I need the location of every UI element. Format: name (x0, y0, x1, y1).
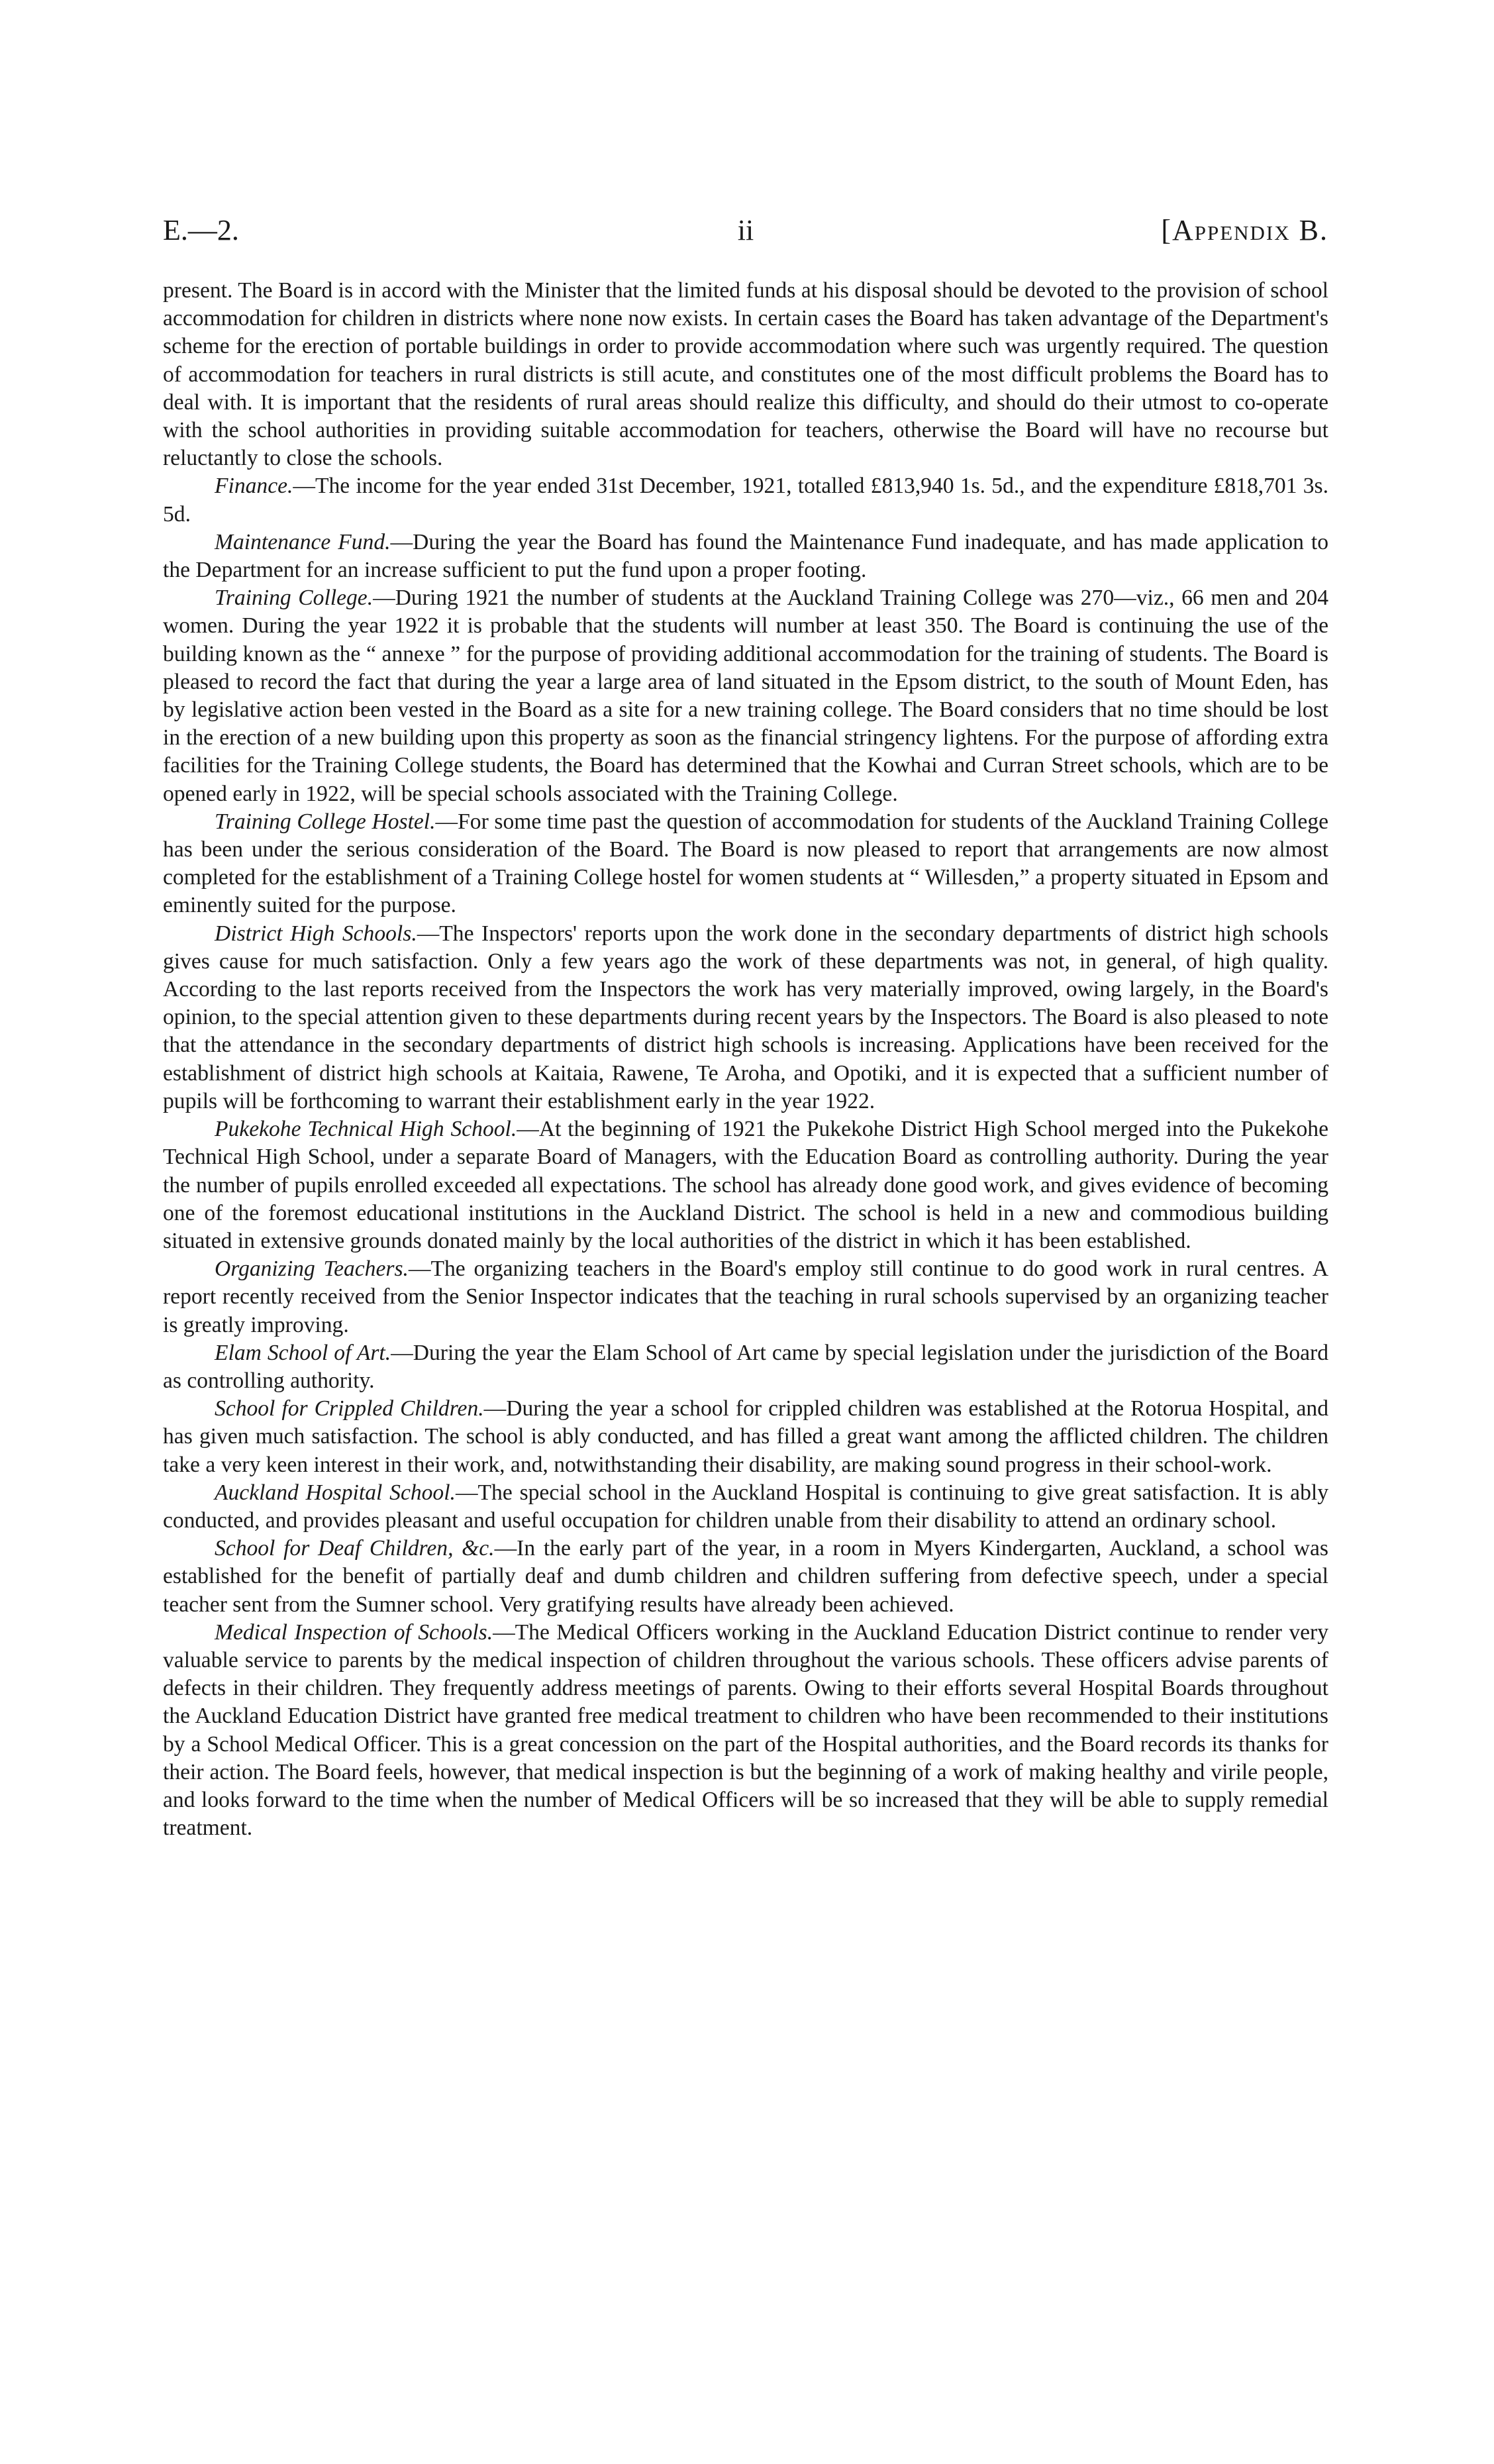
section-district-high-schools: District High Schools.—The Inspectors' reports upon the work done in the secondary departments of district high schools gives cause for much satisfaction. Only a few years ago the work of these departments was not, in general, of high quality. According to the last reports received from the Inspectors the work has very materially improved, owing largely, in the Board's opinion, to the special attention given to these departments during recent years by the Inspectors. The Board is also pleased to note that the attendance in the secondary departments of district high schools is increasing. Applications have been received for the establishment of district high schools at Kaitaia, Rawene, Te Aroha, and Opotiki, and it is expected that a sufficient number of pupils will be forthcoming to warrant their establishment early in the year 1922. (163, 921, 1328, 1113)
section-text: At the beginning of 1921 the Pukekohe District High School merged into the Pukekohe Technical High School, under a separate Board of Managers, with the Education Board as controlling authority. During the year the number of pupils enrolled exceeded all expectations. The school has already done good work, and gives evidence of becoming one of the foremost educational institutions in the Auckland District. The school is held in a new and commodious building situated in extensive grounds donated mainly by the local authorities of the district in which it has been established. (163, 1117, 1328, 1253)
section-heading: School for Deaf Children, &c. (215, 1536, 495, 1561)
section-organizing-teachers: Organizing Teachers.—The organizing teachers in the Board's employ still continue to do good work in rural centres. A report recently received from the Senior Inspector indicates that the teaching in rural schools supervised by an organizing teacher is greatly improving. (163, 1257, 1328, 1337)
section-heading: School for Crippled Children. (215, 1396, 484, 1421)
section-auckland-hospital-school: Auckland Hospital School.—The special school in the Auckland Hospital is continuing to give great satisfaction. It is ably conducted, and provides pleasant and useful occupation for children unable from their disability to attend an ordinary school. (163, 1480, 1328, 1533)
document-reference: E.—2. (163, 214, 239, 246)
section-finance: Finance.—The income for the year ended 31st December, 1921, totalled £813,940 1s. 5d., and the expenditure £818,701 3s. 5d. (163, 474, 1328, 527)
section-heading: Training College Hostel. (215, 809, 436, 834)
section-heading: Organizing Teachers. (215, 1257, 409, 1282)
document-body (163, 277, 1328, 1842)
section-text: The organizing teachers in the Board's employ still continue to do good work in rural centres. A report recently received from the Senior Inspector indicates that the teaching in rural schools supervised by an organizing teacher is greatly improving. (163, 1257, 1328, 1337)
section-school-for-crippled-children: School for Crippled Children.—During the year a school for crippled children was established at the Rotorua Hospital, and has given much satisfaction. The school is ably conducted, and has filled a great want among the afflicted children. The children take a very keen interest in their work, and, notwithstanding their disability, are making sound progress in their school-work. (163, 1396, 1328, 1477)
section-heading: Pukekohe Technical High School. (215, 1117, 517, 1142)
section-heading: Medical Inspection of Schools. (215, 1619, 493, 1645)
section-training-college: Training College.—During 1921 the number of students at the Auckland Training College was 270—viz., 66 men and 204 women. During the year 1922 it is probable that the students will number at least 350. The Board is continuing the use of the building known as the “ annexe ” for the purpose of providing additional accommodation for the training of students. The Board is pleased to record the fact that during the year a large area of land situated in the Epsom district, to the south of Mount Eden, has by legislative action been vested in the Board as a site for a new training college. The Board considers that no time should be lost in the erection of a new building upon this property as soon as the financial stringency lightens. For the purpose of affording extra facilities for the Training College students, the Board has determined that the Kowhai and Curran Street schools, which are to be opened early in 1922, will be special schools associated with the Training College. (163, 586, 1329, 806)
section-text: During the year a school for crippled children was established at the Rotorua Hospital, and has given much satisfaction. The school is ably conducted, and has filled a great want among the afflicted children. The children take a very keen interest in their work, and, notwithstanding their disability, are making sound progress in their school-work. (163, 1396, 1328, 1477)
section-school-for-deaf-children: School for Deaf Children, &c.—In the early part of the year, in a room in Myers Kindergarten, Auckland, a school was established for the benefit of partially deaf and dumb children and children suffering from defective speech, under a special teacher sent from the Sumner school. Very gratifying results have already been achieved. (163, 1536, 1328, 1617)
appendix-label: [Appendix B. (1161, 214, 1328, 246)
section-text: For some time past the question of accommodation for students of the Auckland Training College has been under the serious consideration of the Board. The Board is now pleased to report that arrangements are now almost completed for the establishment of a Training College hostel for women students at “ Willesden,” a property situated in Epsom and eminently suited for the purpose. (163, 809, 1329, 918)
section-text: During the year the Board has found the Maintenance Fund inadequate, and has made application to the Department for an increase sufficient to put the fund upon a proper footing. (163, 529, 1328, 583)
section-heading: Finance. (215, 474, 293, 499)
section-text: The Inspectors' reports upon the work done in the secondary departments of district high schools gives cause for much satisfaction. Only a few years ago the work of these departments was not, in general, of high quality. According to the last reports received from the Inspectors the work has very materially improved, owing largely, in the Board's opinion, to the special attention given to these departments during recent years by the Inspectors. The Board is also pleased to note that the attendance in the secondary departments of district high schools is increasing. Applications have been received for the establishment of district high schools at Kaitaia, Rawene, Te Aroha, and Opotiki, and it is expected that a sufficient number of pupils will be forthcoming to warrant their establishment early in the year 1922. (163, 921, 1328, 1113)
page-header (163, 211, 1328, 250)
section-text: During the year the Elam School of Art came by special legislation under the jurisdiction of the Board as controlling authority. (163, 1340, 1328, 1393)
section-heading: Maintenance Fund. (215, 529, 391, 554)
page-number: ii (737, 214, 754, 246)
section-heading: Auckland Hospital School. (215, 1480, 456, 1505)
section-text: The income for the year ended 31st December, 1921, totalled £813,940 1s. 5d., and the expenditure £818,701 3s. 5d. (163, 474, 1328, 527)
section-maintenance-fund: Maintenance Fund.—During the year the Board has found the Maintenance Fund inadequate, and has made application to the Department for an increase sufficient to put the fund upon a proper footing. (163, 529, 1328, 583)
section-elam-school-of-art: Elam School of Art.—During the year the Elam School of Art came by special legislation under the jurisdiction of the Board as controlling authority. (163, 1340, 1328, 1393)
section-text: During 1921 the number of students at the Auckland Training College was 270—viz., 66 men and 204 women. During the year 1922 it is probable that the students will number at least 350. The Board is continuing the use of the building known as the “ annexe ” for the purpose of providing additional accommodation for the training of students. The Board is pleased to record the fact that during the year a large area of land situated in the Epsom district, to the south of Mount Eden, has by legislative action been vested in the Board as a site for a new training college. The Board considers that no time should be lost in the erection of a new building upon this property as soon as the financial stringency lightens. For the purpose of affording extra facilities for the Training College students, the Board has determined that the Kowhai and Curran Street schools, which are to be opened early in 1922, will be special schools associated with the Training College. (163, 586, 1329, 806)
section-heading: Training College. (215, 586, 374, 611)
intro-paragraph: present. The Board is in accord with the Minister that the limited funds at his disposal should be devoted to the provision of school accommodation for children in districts where none now exists. In certain cases the Board has taken advantage of the Department's scheme for the erection of portable buildings in order to provide accommodation where such was urgently required. The question of accommodation for teachers in rural districts is still acute, and constitutes one of the most difficult problems the Board has to deal with. It is important that the residents of rural areas should realize this difficulty, and should do their utmost to co-operate with the school authorities in providing suitable accommodation for teachers, otherwise the Board will have no recourse but reluctantly to close the schools. (163, 278, 1328, 471)
section-pukekohe-technical-high-school: Pukekohe Technical High School.—At the beginning of 1921 the Pukekohe District High School merged into the Pukekohe Technical High School, under a separate Board of Managers, with the Education Board as controlling authority. During the year the number of pupils enrolled exceeded all expectations. The school has already done good work, and gives evidence of becoming one of the foremost educational institutions in the Auckland District. The school is held in a new and commodious building situated in extensive grounds donated mainly by the local authorities of the district in which it has been established. (163, 1117, 1328, 1253)
section-heading: District High Schools. (215, 921, 417, 946)
section-text: In the early part of the year, in a room in Myers Kindergarten, Auckland, a school was established for the benefit of partially deaf and dumb children and children suffering from defective speech, under a special teacher sent from the Sumner school. Very gratifying results have already been achieved. (163, 1536, 1328, 1617)
section-text: The Medical Officers working in the Auckland Education District continue to render very valuable service to parents by the medical inspection of children throughout the various schools. These officers advise parents of defects in their children. They frequently address meetings of parents. Owing to their efforts several Hospital Boards throughout the Auckland Education District have granted free medical treatment to children who have been recommended to their institutions by a School Medical Officer. This is a great concession on the part of the Hospital authorities, and the Board records its thanks for their action. The Board feels, however, that medical inspection is but the beginning of a work of making healthy and virile people, and looks forward to the time when the number of Medical Officers will be so increased that they will be able to supply remedial treatment. (163, 1619, 1328, 1841)
section-training-college-hostel: Training College Hostel.—For some time past the question of accommodation for students of the Auckland Training College has been under the serious consideration of the Board. The Board is now pleased to report that arrangements are now almost completed for the establishment of a Training College hostel for women students at “ Willesden,” a property situated in Epsom and eminently suited for the purpose. (163, 809, 1329, 918)
section-medical-inspection-of-schools: Medical Inspection of Schools.—The Medical Officers working in the Auckland Education District continue to render very valuable service to parents by the medical inspection of children throughout the various schools. These officers advise parents of defects in their children. They frequently address meetings of parents. Owing to their efforts several Hospital Boards throughout the Auckland Education District have granted free medical treatment to children who have been recommended to their institutions by a School Medical Officer. This is a great concession on the part of the Hospital authorities, and the Board records its thanks for their action. The Board feels, however, that medical inspection is but the beginning of a work of making healthy and virile people, and looks forward to the time when the number of Medical Officers will be so increased that they will be able to supply remedial treatment. (163, 1619, 1328, 1841)
section-text: The special school in the Auckland Hospital is continuing to give great satisfaction. It is ably conducted, and provides pleasant and useful occupation for children unable from their disability to attend an ordinary school. (163, 1480, 1328, 1533)
section-heading: Elam School of Art. (215, 1340, 391, 1365)
